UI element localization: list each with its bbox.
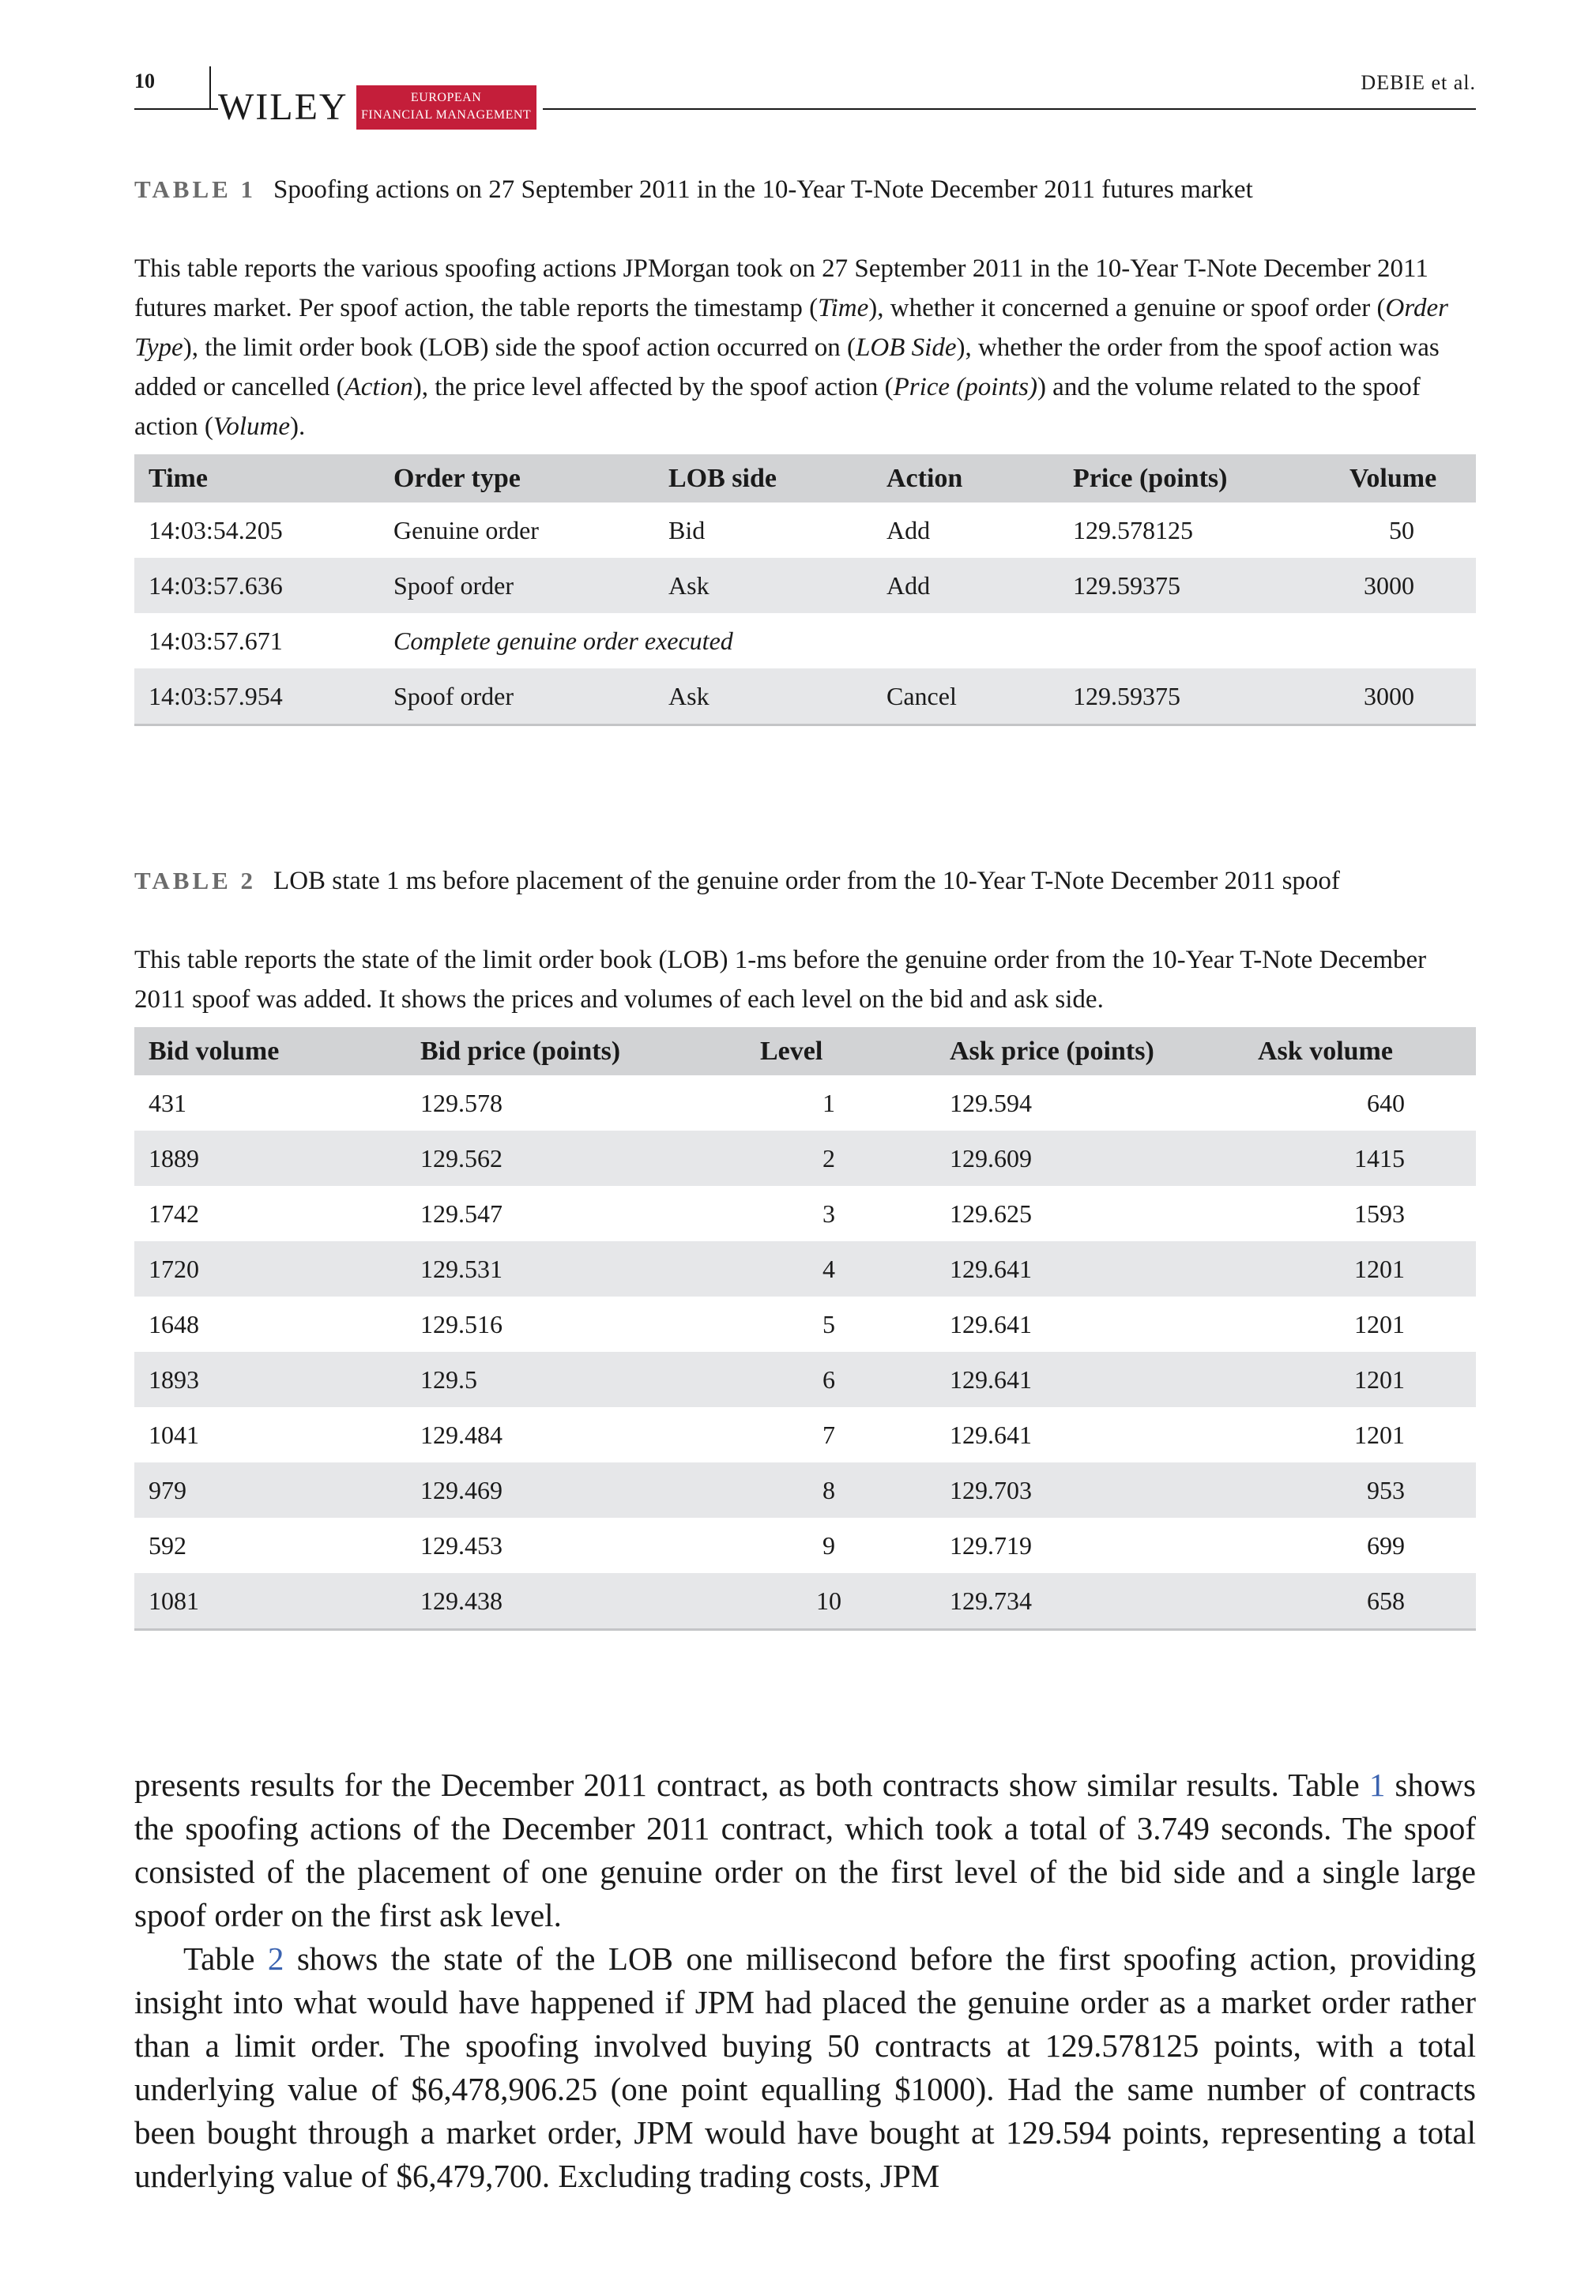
table-cell: 129.578 <box>420 1088 503 1117</box>
table-row <box>134 558 1476 613</box>
header-rule-tick <box>209 66 211 109</box>
table-cell: 129.547 <box>420 1199 503 1228</box>
table-cell: 7 <box>822 1420 835 1449</box>
table2-col-header: Ask price (points) <box>912 1027 1244 1075</box>
table1-note-term: Order Type <box>134 294 1448 362</box>
table-cell: 6 <box>746 1352 912 1407</box>
table1-note-text: ), whether it concerned a genuine or spoof order ( <box>868 294 1386 322</box>
table2-caption <box>134 861 1476 901</box>
table1-caption <box>134 170 1476 209</box>
paragraph-text: shows the state of the LOB one millisecond before the first spoofing action, providing insight into what would have happened if JPM had placed the genuine order as a market order rather than a limit order. The spoofing involved buying 50 contracts at 129.578125 points, with a total underlying value of $6,478,906.25 (one point equalling $1000). Had the same number of contracts been bought through a market order, JPM would have bought at 129.594 points, representing a total underlying value of $6,479,700. Excluding trading costs, JPM <box>134 1940 1477 2194</box>
table-cell: 129.59375 <box>1059 668 1335 725</box>
table-cell: 1201 <box>1244 1241 1476 1297</box>
table-row <box>134 1407 1476 1462</box>
table-cell: 129.641 <box>950 1420 1032 1449</box>
table-cell: 129.531 <box>406 1241 746 1297</box>
table-cell: 658 <box>1244 1573 1476 1630</box>
table2-title: LOB state 1 ms before placement of the genuine order from the 10-Year T-Note December 2011 spoof <box>273 867 1340 895</box>
journal-logo <box>218 85 543 130</box>
table1-header-row <box>134 454 1476 502</box>
journal-badge-line1: EUROPEAN <box>410 91 482 104</box>
table2-col-header: Ask volume <box>1244 1027 1476 1075</box>
table-cell: 129.703 <box>912 1462 1244 1518</box>
paragraph <box>134 1763 1476 1937</box>
table-cell: 4 <box>746 1241 912 1297</box>
table1-col-header: Time <box>134 454 379 502</box>
table-row <box>134 502 1476 558</box>
table1-note-text: ) and the volume related to the spoof action ( <box>134 373 1421 441</box>
table1-note-text: ). <box>290 412 306 441</box>
table-cell: 129.594 <box>950 1088 1032 1117</box>
table1-col-header: Order type <box>379 454 654 502</box>
paragraph <box>134 1937 1476 2198</box>
table-cell: 14:03:54.205 <box>149 515 283 544</box>
table-cell: 50 <box>1389 515 1414 544</box>
page-number: 10 <box>134 70 155 92</box>
table-cell: 431 <box>149 1088 186 1117</box>
table-cell: 129.719 <box>950 1530 1032 1560</box>
table-reference-link[interactable]: 2 <box>267 1940 284 1977</box>
table1-title: Spoofing actions on 27 September 2011 in the 10-Year T-Note December 2011 futures market <box>273 175 1253 204</box>
table-row <box>134 1297 1476 1352</box>
table-cell: 699 <box>1367 1530 1405 1560</box>
table1 <box>134 454 1476 726</box>
table1-note-term: Time <box>818 294 869 322</box>
table-cell: 1889 <box>134 1131 406 1186</box>
table-cell: 129.641 <box>912 1241 1244 1297</box>
table-cell: 1893 <box>134 1352 406 1407</box>
table-cell: 8 <box>746 1462 912 1518</box>
table-cell: 640 <box>1367 1088 1405 1117</box>
table1-note-term: Price (points) <box>893 373 1037 401</box>
table-cell: 1593 <box>1354 1199 1405 1228</box>
table-cell: 14:03:57.671 <box>149 626 283 655</box>
table1-label: TABLE 1 <box>134 175 257 203</box>
table-cell: 129.453 <box>420 1530 503 1560</box>
table-row <box>134 668 1476 725</box>
table-cell: 3000 <box>1335 668 1476 725</box>
table-cell: 1201 <box>1244 1352 1476 1407</box>
table-row <box>134 1186 1476 1241</box>
table-cell: 129.562 <box>406 1131 746 1186</box>
table-cell: 592 <box>149 1530 186 1560</box>
page <box>134 0 1477 2194</box>
table-cell: 1041 <box>149 1420 199 1449</box>
table-cell: Complete genuine order executed <box>393 626 733 655</box>
table-reference-link[interactable]: 1 <box>1368 1767 1386 1803</box>
table-cell: 129.438 <box>406 1573 746 1630</box>
table1-note-text: ), the limit order book (LOB) side the spoof action occurred on ( <box>183 333 856 362</box>
table-cell: 129.641 <box>912 1352 1244 1407</box>
table-cell: 1415 <box>1244 1131 1476 1186</box>
table1-col-header: LOB side <box>654 454 872 502</box>
table2-label: TABLE 2 <box>134 867 257 894</box>
table-cell: 129.641 <box>950 1309 1032 1338</box>
table-cell: Ask <box>654 668 872 725</box>
table-cell: Ask <box>654 558 872 613</box>
table2-body <box>134 1075 1476 1630</box>
table-cell: Cancel <box>872 668 1059 725</box>
table1-note <box>134 249 1476 446</box>
table-cell: 9 <box>822 1530 835 1560</box>
table1-note-term: LOB Side <box>856 333 957 362</box>
table-cell: Genuine order <box>393 515 539 544</box>
table-cell: 14:03:57.636 <box>134 558 379 613</box>
table2-block <box>134 861 1476 1631</box>
table-cell: Bid <box>668 515 706 544</box>
table2-col-header: Bid price (points) <box>406 1027 746 1075</box>
table1-note-text: This table reports the various spoofing actions JPMorgan took on 27 September 2011 in the 10-Year T-Note December 2011 futures market. Per spoof action, the table reports the timestamp ( <box>134 254 1428 322</box>
table-cell: 129.578125 <box>1073 515 1193 544</box>
table1-note-term: Volume <box>213 412 291 441</box>
table-cell: 129.469 <box>406 1462 746 1518</box>
table-cell: 1648 <box>149 1309 199 1338</box>
journal-badge-line2: FINANCIAL MANAGEMENT <box>361 108 532 122</box>
table2-header-row <box>134 1027 1476 1075</box>
paragraph-text: Table <box>183 1940 268 1977</box>
table2-col-header: Bid volume <box>134 1027 406 1075</box>
table-cell: Add <box>872 558 1059 613</box>
table-cell: 5 <box>822 1309 835 1338</box>
table-cell: 1081 <box>134 1573 406 1630</box>
table-cell: 129.734 <box>912 1573 1244 1630</box>
table-cell: 3000 <box>1335 558 1476 613</box>
table-cell: 1 <box>822 1088 835 1117</box>
table-row <box>134 1518 1476 1573</box>
table-row <box>134 1131 1476 1186</box>
table1-col-header: Price (points) <box>1059 454 1335 502</box>
table-cell: 3 <box>822 1199 835 1228</box>
table-row <box>134 613 1476 668</box>
running-head: DEBIE et al. <box>1361 71 1476 94</box>
table-cell: Add <box>886 515 931 544</box>
table2 <box>134 1027 1476 1631</box>
table1-col-header: Action <box>872 454 1059 502</box>
table-cell: Spoof order <box>379 558 654 613</box>
table-row <box>134 1462 1476 1518</box>
table-cell: 1720 <box>134 1241 406 1297</box>
table-cell: 129.516 <box>420 1309 503 1338</box>
table1-block <box>134 170 1476 726</box>
table-row <box>134 1352 1476 1407</box>
table-cell: 129.5 <box>406 1352 746 1407</box>
table1-note-term: Action <box>344 373 413 401</box>
table-cell: 2 <box>746 1131 912 1186</box>
journal-badge <box>356 85 536 130</box>
table-cell: 1201 <box>1354 1420 1405 1449</box>
page-header <box>134 0 1476 134</box>
body-text <box>134 1763 1476 2198</box>
table2-col-header: Level <box>746 1027 912 1075</box>
table2-note: This table reports the state of the limit order book (LOB) 1-ms before the genuine order from the 10-Year T-Note December 2011 spoof was added. It shows the prices and volumes of each level on the bid and ask side. <box>134 946 1427 1014</box>
table-cell: 129.484 <box>420 1420 503 1449</box>
table-row <box>134 1075 1476 1131</box>
table-cell: 1201 <box>1354 1309 1405 1338</box>
table-cell: 14:03:57.954 <box>134 668 379 725</box>
publisher-logo: WILEY <box>218 86 348 128</box>
table-cell: 979 <box>134 1462 406 1518</box>
table-cell: 1742 <box>149 1199 199 1228</box>
table-row <box>134 1241 1476 1297</box>
table1-note-text: ), whether the order from the spoof action was added or cancelled ( <box>134 333 1440 401</box>
table-cell: 129.625 <box>950 1199 1032 1228</box>
table-cell: 10 <box>746 1573 912 1630</box>
paragraph-text: presents results for the December 2011 contract, as both contracts show similar results. Table <box>134 1767 1369 1803</box>
table-cell: 129.609 <box>912 1131 1244 1186</box>
table-cell: 953 <box>1244 1462 1476 1518</box>
table-row <box>134 1573 1476 1630</box>
table1-col-header: Volume <box>1335 454 1476 502</box>
table1-note-text: ), the price level affected by the spoof action ( <box>412 373 894 401</box>
table-cell: 129.59375 <box>1059 558 1335 613</box>
table-cell: Spoof order <box>379 668 654 725</box>
paragraph-text: shows the spoofing actions of the December 2011 contract, which took a total of 3.749 seconds. The spoof consisted of the placement of one genuine order on the first level of the bid side and a single large spoof order on the first ask level. <box>134 1767 1476 1933</box>
